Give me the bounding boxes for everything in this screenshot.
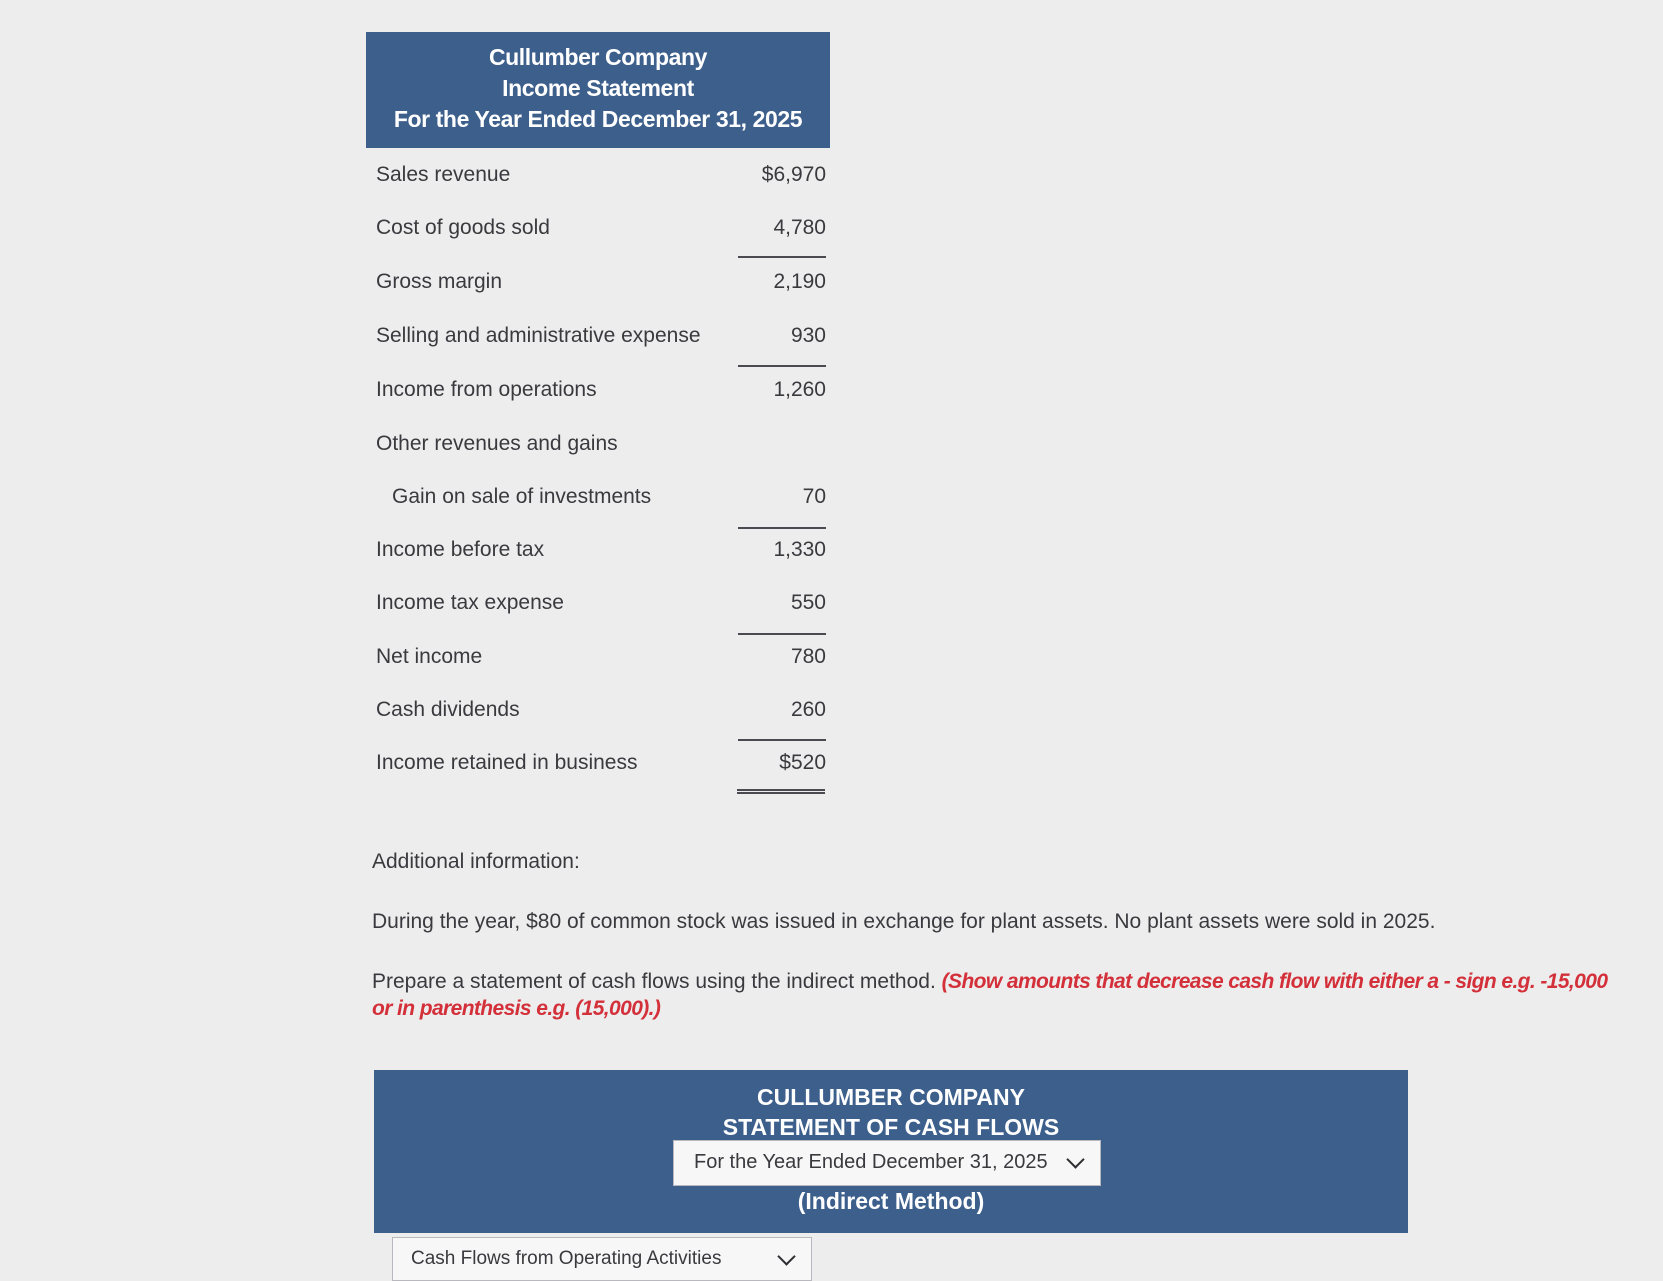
row-amount: 1,330 (773, 538, 826, 561)
row-label: Income retained in business (376, 751, 638, 774)
subtotal-rule (738, 633, 826, 635)
additional-info-heading: Additional information: (372, 850, 580, 873)
income-row (376, 591, 826, 621)
income-row (376, 538, 826, 568)
row-label: Gain on sale of investments (392, 485, 652, 508)
subtotal-rule (738, 527, 826, 529)
subtotal-rule (738, 739, 826, 741)
company-name: Cullumber Company (488, 44, 708, 70)
row-amount: $6,970 (761, 163, 826, 186)
row-label: Sales revenue (376, 163, 511, 186)
row-label: Cash dividends (376, 698, 520, 721)
subtotal-rule (738, 256, 826, 258)
row-amount: 260 (790, 698, 826, 721)
row-amount: $520 (779, 751, 826, 774)
row-label: Selling and administrative expense (376, 324, 701, 347)
row-label: Cost of goods sold (376, 216, 550, 239)
income-row (376, 163, 826, 193)
income-statement-header (366, 32, 830, 148)
row-label: Income from operations (376, 378, 597, 401)
chevron-down-icon (1066, 1150, 1084, 1168)
row-label: Net income (376, 645, 483, 668)
cf-statement-title: STATEMENT OF CASH FLOWS (722, 1114, 1060, 1140)
statement-title: Income Statement (502, 75, 694, 101)
income-row (376, 270, 826, 300)
income-row (376, 485, 826, 515)
income-row (376, 645, 826, 675)
row-label: Income tax expense (376, 591, 564, 614)
cash-flow-header (374, 1070, 1408, 1233)
row-label: Income before tax (376, 538, 545, 561)
instruction-hint: (Show amounts that decrease cash flow with either a - sign e.g. -15,000 or in parenthesis e.g. (15,000).) (372, 970, 1608, 1020)
income-row (376, 698, 826, 728)
row-amount: 550 (790, 591, 826, 614)
row-label: Gross margin (376, 270, 503, 293)
period-select-value: For the Year Ended December 31, 2025 (694, 1151, 1048, 1173)
row-amount: 70 (802, 485, 826, 508)
income-row (376, 751, 826, 781)
income-row (376, 216, 826, 246)
additional-info-note: During the year, $80 of common stock was issued in exchange for plant assets. No plant assets were sold in 2025. (372, 910, 1436, 933)
instruction-main: Prepare a statement of cash flows using the indirect method. (372, 970, 936, 993)
statement-period: For the Year Ended December 31, 2025 (393, 106, 803, 132)
row-amount: 930 (790, 324, 826, 347)
row-amount: 2,190 (773, 270, 826, 293)
row-amount: 4,780 (773, 216, 826, 239)
income-row (376, 378, 826, 408)
cf-company-name: CULLUMBER COMPANY (757, 1084, 1025, 1110)
cf-method-label: (Indirect Method) (797, 1188, 985, 1214)
instruction-text (372, 968, 1622, 1022)
income-row (376, 432, 826, 462)
income-row (376, 324, 826, 354)
section-select[interactable] (392, 1237, 812, 1281)
total-double-rule (737, 789, 825, 794)
chevron-down-icon (777, 1247, 795, 1265)
row-amount: 780 (790, 645, 826, 668)
section-select-value: Cash Flows from Operating Activities (411, 1248, 722, 1269)
subtotal-rule (738, 365, 826, 367)
row-amount: 1,260 (773, 378, 826, 401)
row-label: Other revenues and gains (376, 432, 618, 455)
period-select[interactable] (673, 1140, 1101, 1186)
